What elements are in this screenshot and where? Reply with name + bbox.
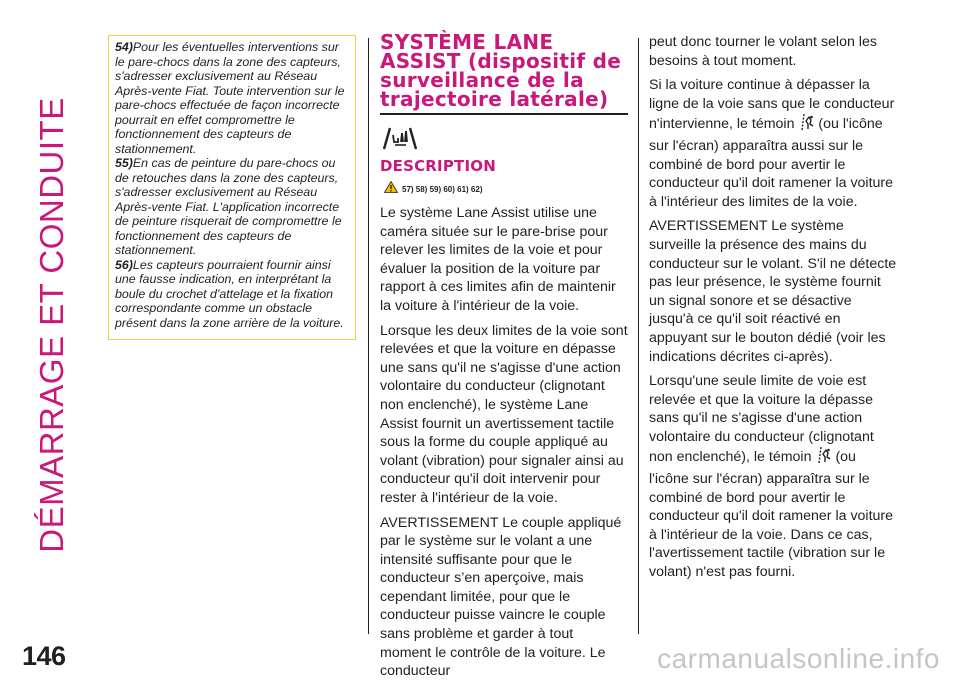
paragraph-text: (ou l'icône sur l'écran) apparaîtra aussi sur le combiné de bord pour avertir le conducteur qu'il doit ramener la voiture à l'intérieur des limites de la voie.: [649, 116, 894, 210]
note-number: 56): [115, 257, 133, 272]
column-divider: [638, 38, 639, 634]
paragraph: Le système Lane Assist utilise une caméra située sur le pare-brise pour relever les limites de la voie et pour évaluer la position de la voiture par rapport à ces limites afin de maintenir la voiture à l'intérieur de la voie.: [380, 205, 616, 314]
page-number: 146: [22, 641, 66, 671]
warning-refs: [384, 180, 628, 198]
note-item: [115, 258, 349, 331]
note-number: 54): [115, 40, 133, 54]
note-text: Pour les éventuelles interventions sur le pare-chocs dans la zone des capteurs, s'adresser exclusivement au Réseau Après-vente Fiat. Toute intervention sur le pare-chocs effectuée de façon incorrecte pourrait en effet compromettre le fonctionnement des capteurs de stationnement.: [115, 40, 345, 156]
paragraph: peut donc tourner le volant selon les besoins à tout moment.: [649, 34, 877, 69]
lane-warning-light-icon: [816, 446, 834, 470]
paragraph-text: (ou l'icône sur l'écran) apparaîtra sur le combiné de bord pour avertir le conducteur qu'il doit ramener la voiture à l'intérieur de la voie. Dans ce cas, l'avertissement tactile (vibration sur le volant) n'est pas fourni.: [649, 449, 894, 581]
body-text: [380, 204, 628, 681]
chapter-title-text: DÉMARRAGE ET CONDUITE: [33, 97, 70, 553]
paragraph: Lorsque les deux limites de la voie sont relevées et que la voiture en dépasse une sans qu'il ne s'agisse d'une action volontaire du conducteur (clignotant non enclenché), le système Lane Assist fournit un avertissement tactile sous la forme du couple appliqué au volant (vibration) pour signaler ainsi au conducteur qu'il doit intervenir pour rester à l'intérieur de la voie.: [380, 322, 628, 506]
paragraph-text: Si la voiture continue à dépasser la ligne de la voie sans que le conducteur n'intervienne, le témoin: [649, 77, 895, 133]
paragraph: [649, 372, 899, 582]
refs-text: 57) 58) 59) 60) 61) 62): [402, 184, 483, 194]
lane-assist-icon: [380, 125, 628, 151]
paragraph: AVERTISSEMENT Le système surveille la présence des mains du conducteur sur le volant. S'il ne détecte pas leur présence, le système fournit un signal sonore et se désactive jusqu'à ce qu'il soit réactivé en appuyant sur le bouton dédié (voir les indications décrites ci-après).: [649, 218, 897, 365]
paragraph-text: Lorsqu'une seule limite de voie est relevée et que la voiture la dépasse sans qu'il ne s'agisse d'une action volontaire du conducteur (clignotant non enclenché), le témoin: [649, 373, 874, 466]
watermark: carmanualsonline.info: [657, 643, 940, 674]
lane-warning-light-icon: [799, 113, 817, 137]
notes-box: [108, 35, 356, 340]
paragraph: [649, 76, 899, 211]
subheading: DESCRIPTION: [380, 157, 496, 175]
paragraph: AVERTISSEMENT Le couple appliqué par le système sur le volant a une intensité suffisante pour que le conducteur s’en aperçoive, mais cependant limitée, pour que le conducteur puisse vaincre le couple sans problème et garder à tout moment le contrôle de la voiture. Le conducteur: [380, 514, 622, 680]
note-text: En cas de peinture du pare-chocs ou de retouches dans la zone des capteurs, s'adresser exclusivement au Réseau Après-vente Fiat. L'application incorrecte de peinture risquerait de compromettre le fonctionnement des capteurs de stationnement.: [115, 156, 342, 257]
title-rule: [380, 113, 628, 115]
warning-triangle-icon: [384, 180, 398, 198]
section-title: SYSTÈME LANE ASSIST (dispositif de surveillance de la trajectoire latérale): [380, 30, 622, 111]
note-text: Les capteurs pourraient fournir ainsi une fausse indication, en interprétant la boule du crochet d'attelage et la fixation correspondante comme un obstacle présent dans la zone arrière de la voiture.: [115, 257, 344, 330]
note-item: [115, 156, 349, 258]
note-number: 55): [115, 156, 133, 170]
column-divider: [368, 38, 369, 634]
right-column: [649, 33, 899, 588]
main-column: [380, 30, 628, 687]
note-item: [115, 40, 349, 156]
